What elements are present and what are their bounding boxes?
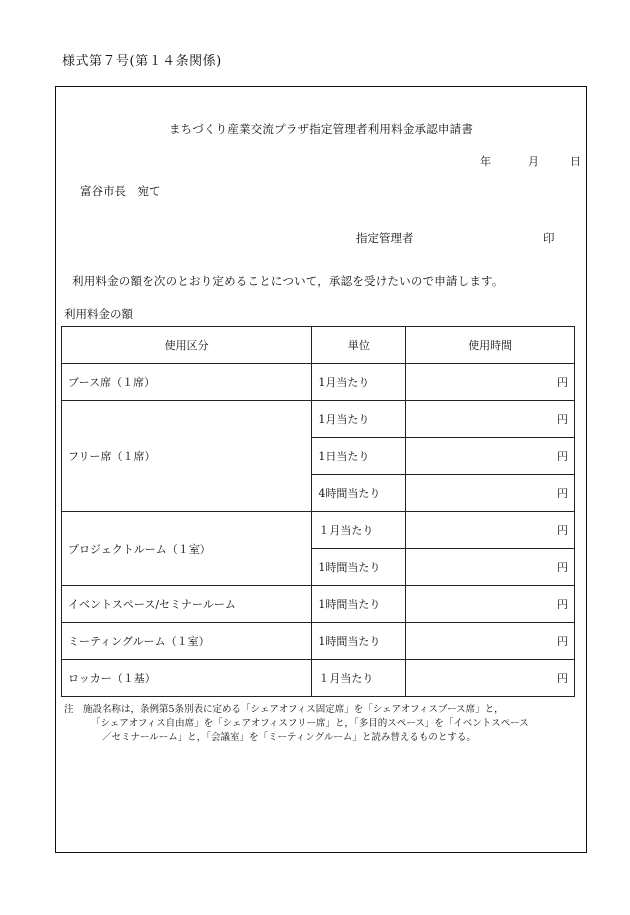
table-row xyxy=(62,623,575,660)
category-cell: プロジェクトルーム（１室） xyxy=(62,512,312,586)
category-cell: ロッカー（１基） xyxy=(62,660,312,697)
date-year: 年 xyxy=(480,155,491,168)
fee-input-cell[interactable]: 円 xyxy=(406,438,575,475)
fee-input-cell[interactable]: 円 xyxy=(406,660,575,697)
header-category: 使用区分 xyxy=(62,327,312,364)
category-cell: ブース席（１席） xyxy=(62,364,312,401)
table-header-row xyxy=(62,327,575,364)
unit-cell: 1時間当たり xyxy=(312,586,406,623)
note-line-2: 「シェアオフィス自由席」を「シェアオフィスフリー席」と，「多目的スペース」を「イベントスペース xyxy=(91,718,529,729)
note-line-1: 注 施設名称は，条例第5条別表に定める「シェアオフィス固定席」を「シェアオフィスブース席」と， xyxy=(64,704,504,715)
table-row xyxy=(62,660,575,697)
fee-input-cell[interactable]: 円 xyxy=(406,475,575,512)
category-cell: フリー席（１席） xyxy=(62,401,312,512)
table-row xyxy=(62,586,575,623)
application-form xyxy=(55,86,587,853)
fee-input-cell[interactable]: 円 xyxy=(406,401,575,438)
fee-input-cell[interactable]: 円 xyxy=(406,512,575,549)
fee-input-cell[interactable]: 円 xyxy=(406,549,575,586)
addressee: 富谷市長 宛て xyxy=(80,184,161,198)
seal-mark: 印 xyxy=(543,231,555,245)
category-cell: イベントスペース/セミナールーム xyxy=(62,586,312,623)
manager-label: 指定管理者 xyxy=(356,231,414,245)
unit-cell: 1日当たり xyxy=(312,438,406,475)
header-time: 使用時間 xyxy=(406,327,575,364)
fee-table xyxy=(61,326,575,697)
unit-cell: 1月当たり xyxy=(312,364,406,401)
fee-input-cell[interactable]: 円 xyxy=(406,623,575,660)
section-label: 利用料金の額 xyxy=(64,307,133,321)
date-day: 日 xyxy=(570,155,581,168)
unit-cell: １月当たり xyxy=(312,512,406,549)
application-statement: 利用料金の額を次のとおり定めることについて，承認を受けたいので申請します。 xyxy=(72,274,504,288)
note-line-3: ／セミナールーム」と，「会議室」を「ミーティングルーム」と読み替えるものとする。 xyxy=(102,732,476,743)
fee-input-cell[interactable]: 円 xyxy=(406,586,575,623)
form-title: まちづくり産業交流プラザ指定管理者利用料金承認申請書 xyxy=(168,122,474,136)
category-cell: ミーティングルーム（１室） xyxy=(62,623,312,660)
table-row xyxy=(62,401,575,438)
unit-cell: 1時間当たり xyxy=(312,623,406,660)
note xyxy=(64,703,580,745)
unit-cell: １月当たり xyxy=(312,660,406,697)
date-month: 月 xyxy=(528,155,539,168)
unit-cell: 4時間当たり xyxy=(312,475,406,512)
fee-input-cell[interactable]: 円 xyxy=(406,364,575,401)
unit-cell: 1時間当たり xyxy=(312,549,406,586)
table-row xyxy=(62,512,575,549)
header-unit: 単位 xyxy=(312,327,406,364)
table-row xyxy=(62,364,575,401)
unit-cell: 1月当たり xyxy=(312,401,406,438)
form-number: 様式第７号(第１４条関係) xyxy=(62,54,222,69)
